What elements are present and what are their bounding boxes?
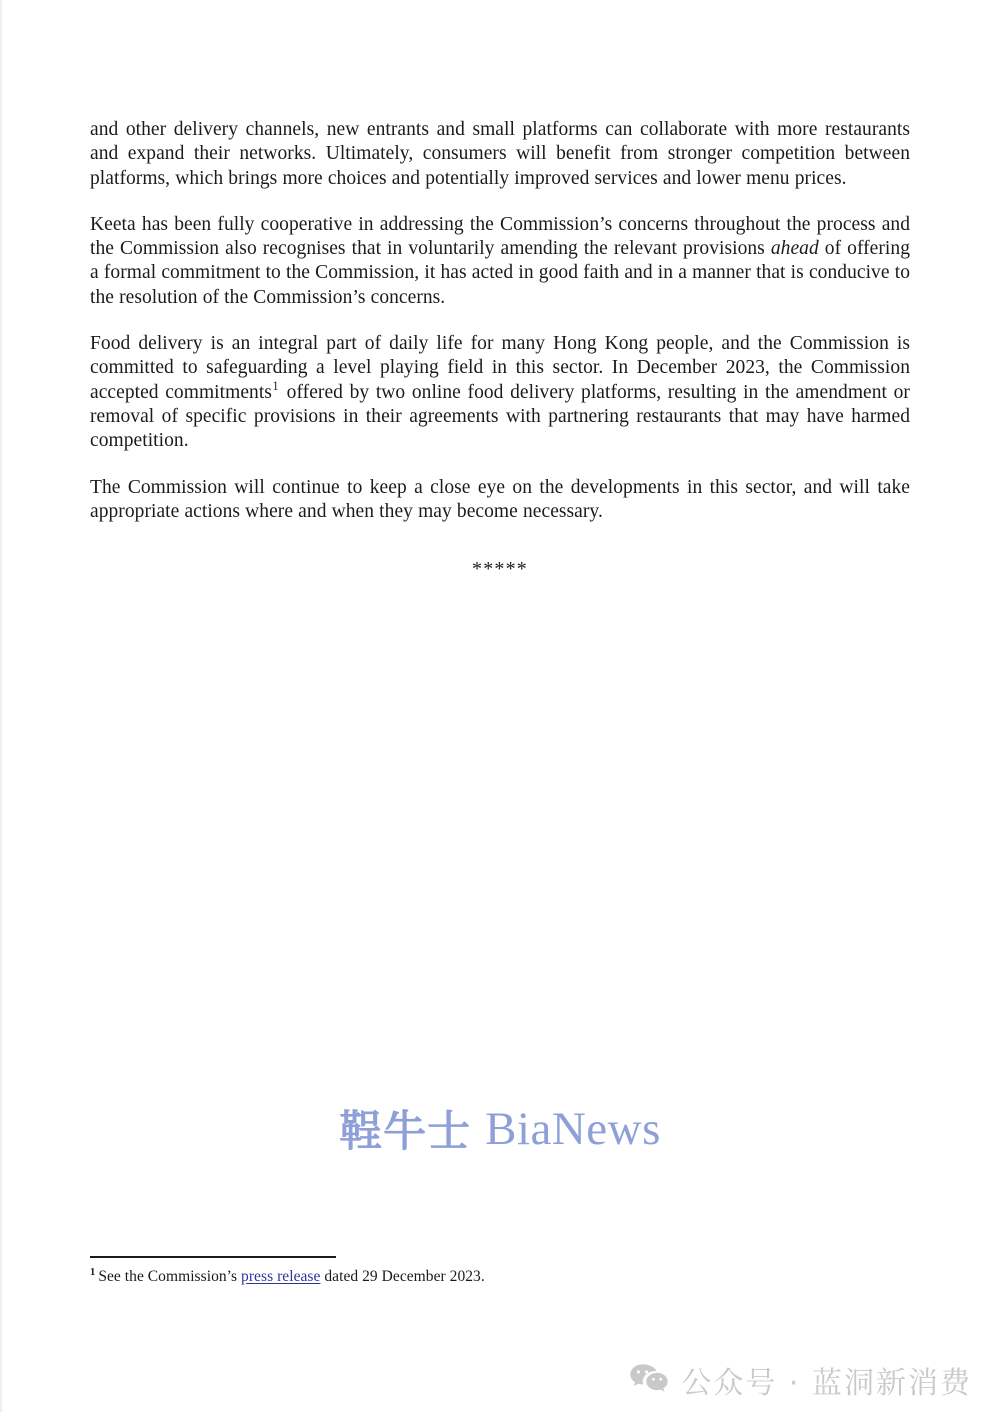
footnote-separator-rule <box>90 1256 336 1258</box>
watermark-chinese-text: 鞓牛士 <box>339 1107 472 1157</box>
paragraph-2-text-before-emphasis: Keeta has been fully cooperative in addressing the Commission’s concerns throughout the process and the Commission also recognises that in voluntarily amending the relevant provisions <box>90 213 910 260</box>
footnote-number: 1 <box>90 1266 96 1278</box>
page-scan-edge <box>0 0 3 1412</box>
paragraph-3-text-before-footnote: Food delivery is an integral part of daily life for many Hong Kong people, and the Commission is committed to safeguarding a level playing field in this sector. In December 2023, the Commission accepted commitments <box>90 333 910 403</box>
emphasis-ahead: ahead <box>770 238 819 260</box>
footnote-text-before-link: See the Commission’s <box>98 1268 242 1285</box>
paragraph-4 <box>90 476 910 525</box>
footnote-area <box>90 1256 910 1287</box>
paragraph-3 <box>90 332 910 453</box>
paragraph-2 <box>90 213 910 310</box>
wechat-icon <box>629 1363 669 1397</box>
press-release-link[interactable]: press release <box>241 1268 321 1285</box>
paragraph-1 <box>90 118 910 191</box>
paragraph-4-text: The Commission will continue to keep a close eye on the developments in this sector, and will take appropriate actions where and when they may become necessary. <box>90 476 910 522</box>
document-body <box>90 118 910 524</box>
wechat-attribution-bar <box>629 1358 972 1402</box>
paragraph-2-text-after-emphasis: of offering a formal commitment to the Commission, it has acted in good faith and in a manner that is conducive to the resolution of the Commission’s concerns. <box>90 238 910 308</box>
paragraph-3-text-after-footnote: offered by two online food delivery platforms, resulting in the amendment or removal of specific provisions in their agreements with partnering restaurants that may have harmed competition. <box>90 381 910 452</box>
paragraph-1-text: and other delivery channels, new entrants and small platforms can collaborate with more restaurants and expand their networks. Ultimately, consumers will benefit from stronger competition between platforms, which brings more choices and potentially improved services and lower menu prices. <box>90 119 910 189</box>
bianews-watermark <box>0 1098 1000 1159</box>
watermark-english-text: BiaNews <box>485 1102 661 1155</box>
wechat-account-label: 公众号 · 蓝洞新消费 <box>681 1366 972 1401</box>
footnote-text-after-link: dated 29 December 2023. <box>320 1268 485 1285</box>
footnote-reference-marker[interactable]: 1 <box>272 379 279 394</box>
end-of-document-marker: ***** <box>472 558 528 580</box>
footnote-1 <box>90 1267 910 1287</box>
